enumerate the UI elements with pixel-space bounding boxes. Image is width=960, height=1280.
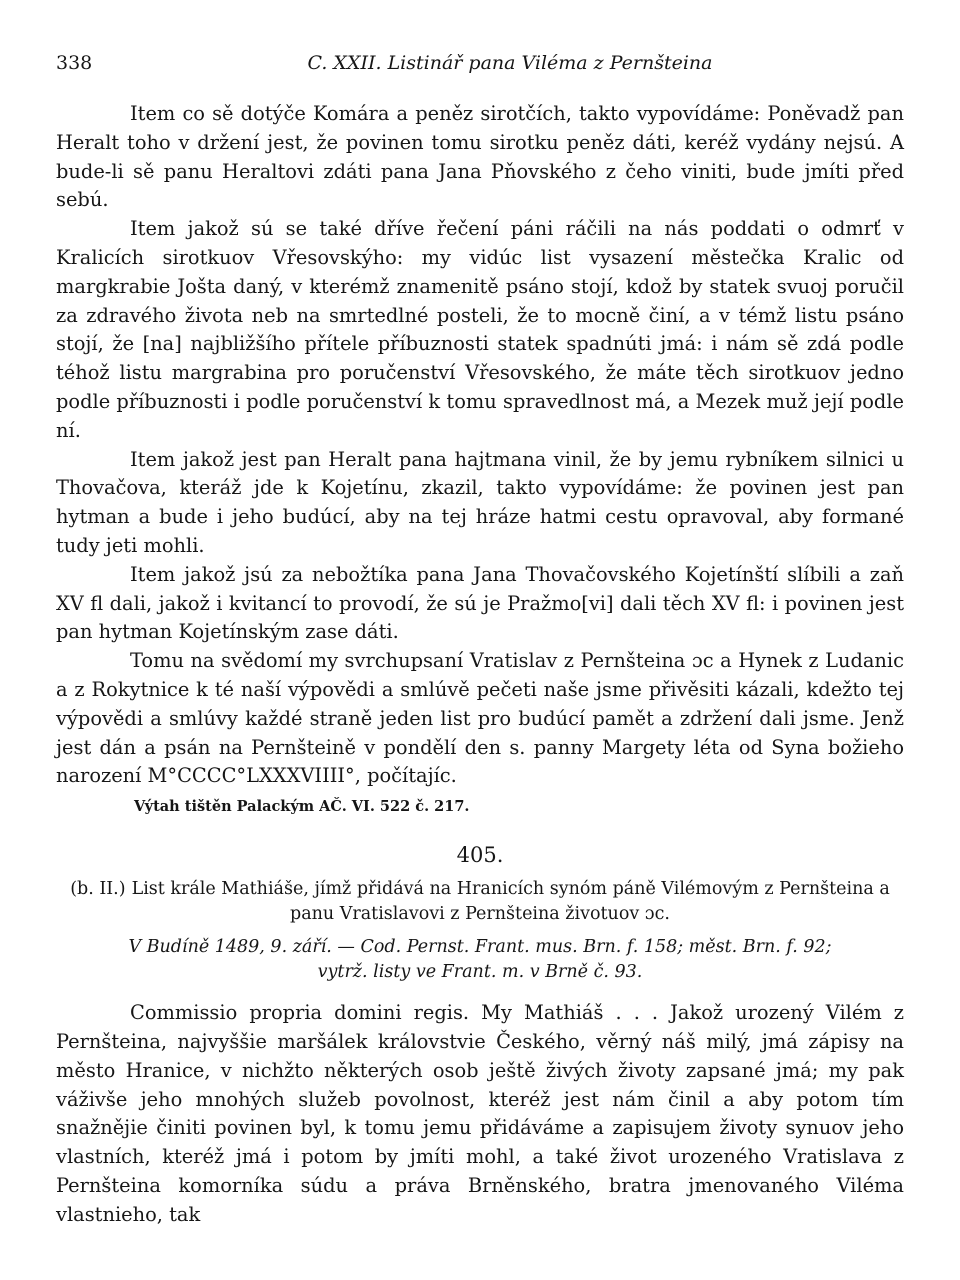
paragraph-komar: Item co sě dotýče Komára a peněz sirotčích, takto vypovídáme: Poněvadž pan Heralt toho v držení jest, že povinen tomu sirotku peněz dáti, keréž vydány nejsú. A bude-li sě panu Heraltovi zdáti pana Jana Pňovského z čeho viniti, bude jmíti před sebú. [56,102,904,212]
dating-line-1: V Budíně 1489, 9. září. — Cod. Pernst. Frant. mus. Brn. f. 158; měst. Brn. f. 92; [128,937,832,958]
regest-mark: (b. II.) [70,879,126,900]
page-header [56,52,904,82]
dating-line-2: vytrž. listy ve Frant. m. v Brně č. 93. [317,962,643,983]
paragraph-kojetin: Item jakož jsú za nebožtíka pana Jana Thovačovského Kojetínští slíbili a zaň XV fl dali, jakož i kvitancí to provodí, že sú je Pražmo[vi] dali těch XV fl: i povinen jest pan hytman Kojetínským zase dáti. [56,562,904,644]
regest-text: List krále Mathiáše, jímž přidává na Hranicích synóm páně Vilémovým z Pernšteina a panu Vratislavovi z Pernšteina životuov ɔc. [131,879,890,925]
paragraph-thovacov: Item jakož jest pan Heralt pana hajtmana vinil, že by jemu rybníkem silnici u Thovačova, kteráž jde k Kojetínu, zkazil, takto vypovídáme: že povinen jest pan hytman a bude i jeho budúcí, aby na tej hráze hatmi cestu opravoval, aby formané tudy jeti mohli. [56,447,904,557]
document-regest [56,877,904,927]
source-note: Výtah tištěn Palackým AČ. VI. 522 č. 217. [134,798,470,816]
paragraph-kralice: Item jakož sú se také dříve řečení páni ráčili na nás poddati o odmrť v Kralicích sirotkuov Vřesovskýho: my vidúc list vysazení městečka Kralic od margkrabie Jošta daný, v kterémž znamenitě psáno stojí, kdož by statek svuoj poručil za zdravého života neb na smrtedlné posteli, že to mocně činí, a v témž listu psáno stojí, že [na] najbližšího přítele příbuznosti statek spadnúti jmá: i nám sě zdá podle téhož listu margrabina pro poručenství Vřesovského, že máte těch sirotkuov jedno podle příbuznosti i podle poručenství k tomu spravedlnost má, a Mezek muž její podle ní. [56,217,904,442]
page-number: 338 [56,52,93,74]
document-dating [56,935,904,985]
document-text: Commissio propria domini regis. My Mathiáš . . . Jakož urozený Vilém z Pernšteina, najvyššie maršálek královstvie Českého, věrný náš milý, jmá zápisy na město Hranice, v nichžto některých osob ještě živých životy zapsané jmá; my pak váživše jeho mnohých služeb povolnost, kteréž jest nám činil a aby potom tím snažnějie činiti povinen byl, k tomu jemu přidáváme a zapisujem životy synuov jeho vlastních, kteréž jmá i potom by jmíti mohl, a také život urozeného Vratislava z Pernšteina komorníka súdu a práva Brněnského, bratra jmenovaného Viléma vlastnieho, tak [56,1001,904,1226]
main-text [56,100,904,1230]
paragraph-sealing: Tomu na svědomí my svrchupsaní Vratislav z Pernšteina ɔc a Hynek z Ludanic a z Rokytnice k té naší výpovědi a smlúvě pečeti naše jsme přivěsiti kázali, kdežto tej výpovědi a smlúvy každé straně jeden list pro budúcí pamět a zdržení dali jsme. Jenž jest dán a psán na Pernšteině v pondělí den s. panny Margety léta od Syna božieho narození M°CCCC°LXXXVIIII°, počítajíc. [56,649,904,788]
running-title: C. XXII. Listinář pana Viléma z Pernšteina [307,52,713,74]
document-number: 405. [456,843,504,868]
